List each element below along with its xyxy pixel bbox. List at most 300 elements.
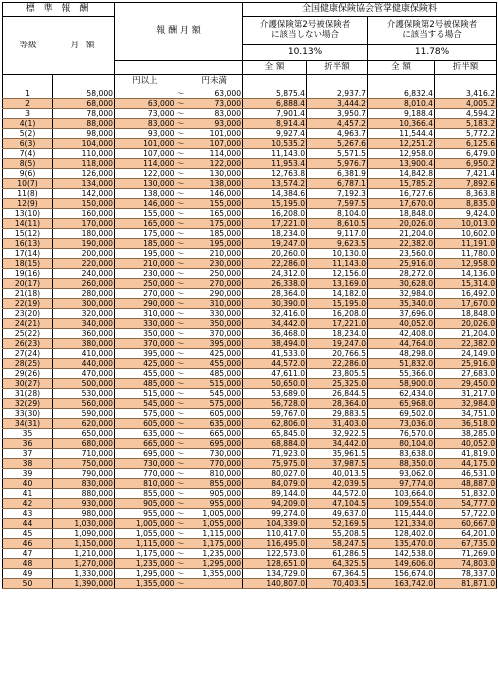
b-half-cell: 8,835.0: [435, 198, 497, 208]
tilde-cell: ～: [175, 308, 187, 318]
grade-cell: 10(7): [3, 178, 53, 188]
remuneration-monthly-heading: 報 酬 月 額: [115, 3, 243, 61]
lower-bound-cell: 1,235,000: [115, 558, 175, 568]
table-row: [3, 398, 497, 408]
lower-bound-cell: 93,000: [115, 128, 175, 138]
upper-bound-cell: 155,000: [187, 198, 243, 208]
tilde-cell: ～: [175, 268, 187, 278]
grade-cell: 27(24): [3, 348, 53, 358]
lower-bound-cell: 230,000: [115, 268, 175, 278]
monthly-cell: 200,000: [53, 248, 115, 258]
a-half-heading: 折半額: [307, 61, 368, 75]
lower-bound-cell: 114,000: [115, 158, 175, 168]
grade-cell: 9(6): [3, 168, 53, 178]
grade-cell: 3: [3, 108, 53, 118]
grade-cell: 47: [3, 548, 53, 558]
tilde-cell: ～: [175, 108, 187, 118]
b-full-cell: 142,538.0: [368, 548, 435, 558]
b-full-cell: 15,785.2: [368, 178, 435, 188]
lower-bound-cell: 730,000: [115, 458, 175, 468]
b-half-cell: 36,518.0: [435, 418, 497, 428]
upper-bound-cell: 605,000: [187, 408, 243, 418]
a-half-cell: 6,787.1: [307, 178, 368, 188]
b-full-cell: 37,696.0: [368, 308, 435, 318]
b-full-cell: 58,900.0: [368, 378, 435, 388]
tilde-cell: ～: [175, 558, 187, 568]
b-half-cell: 67,735.0: [435, 538, 497, 548]
b-half-cell: 5,183.2: [435, 118, 497, 128]
table-row: [3, 89, 497, 99]
table-row: [3, 148, 497, 158]
range-label-blank-monthly: [53, 75, 115, 89]
a-half-cell: 5,267.6: [307, 138, 368, 148]
table-row: [3, 128, 497, 138]
grade-cell: 14(11): [3, 218, 53, 228]
b-half-cell: 71,269.0: [435, 548, 497, 558]
table-row: [3, 298, 497, 308]
a-full-cell: 34,442.0: [243, 318, 307, 328]
monthly-cell: 280,000: [53, 288, 115, 298]
upper-bound-cell: 1,175,000: [187, 538, 243, 548]
rate-b: 11.78%: [368, 45, 497, 61]
tilde-cell: ～: [175, 118, 187, 128]
table-row: [3, 198, 497, 208]
monthly-cell: 750,000: [53, 458, 115, 468]
a-full-cell: 13,574.2: [243, 178, 307, 188]
a-full-cell: 80,027.0: [243, 468, 307, 478]
table-row: [3, 258, 497, 268]
upper-bound-cell: 855,000: [187, 478, 243, 488]
a-full-cell: 75,975.0: [243, 458, 307, 468]
upper-bound-cell: 905,000: [187, 488, 243, 498]
monthly-cell: 340,000: [53, 318, 115, 328]
a-half-cell: 10,130.0: [307, 248, 368, 258]
monthly-cell: 880,000: [53, 488, 115, 498]
tilde-cell: ～: [175, 368, 187, 378]
a-half-cell: 19,247.0: [307, 338, 368, 348]
b-half-heading: 折半額: [435, 61, 497, 75]
tilde-cell: ～: [175, 428, 187, 438]
a-half-cell: 5,976.7: [307, 158, 368, 168]
upper-bound-cell: 350,000: [187, 318, 243, 328]
a-half-cell: 13,169.0: [307, 278, 368, 288]
monthly-cell: 1,090,000: [53, 528, 115, 538]
grade-cell: 17(14): [3, 248, 53, 258]
a-half-cell: 5,571.5: [307, 148, 368, 158]
lower-bound-cell: 905,000: [115, 498, 175, 508]
upper-bound-cell: 83,000: [187, 108, 243, 118]
lower-bound-cell: 185,000: [115, 238, 175, 248]
grade-cell: 45: [3, 528, 53, 538]
monthly-cell: 930,000: [53, 498, 115, 508]
grade-cell: 46: [3, 538, 53, 548]
lower-bound-cell: 83,000: [115, 118, 175, 128]
lower-bound-cell: 635,000: [115, 428, 175, 438]
monthly-cell: 360,000: [53, 328, 115, 338]
monthly-cell: 590,000: [53, 408, 115, 418]
a-full-cell: 44,572.0: [243, 358, 307, 368]
a-half-cell: 70,403.5: [307, 578, 368, 588]
lower-bound-cell: 395,000: [115, 348, 175, 358]
upper-bound-cell: 73,000: [187, 98, 243, 108]
a-half-cell: 40,013.5: [307, 468, 368, 478]
table-row: [3, 228, 497, 238]
b-full-cell: 11,544.4: [368, 128, 435, 138]
upper-bound-cell: 122,000: [187, 158, 243, 168]
a-full-cell: 20,260.0: [243, 248, 307, 258]
a-half-cell: 3,444.2: [307, 98, 368, 108]
lower-bound-cell: 575,000: [115, 408, 175, 418]
tilde-cell: ～: [175, 168, 187, 178]
upper-bound-cell: 93,000: [187, 118, 243, 128]
upper-bound-cell: 270,000: [187, 278, 243, 288]
b-full-cell: 44,764.0: [368, 338, 435, 348]
lower-bound-cell: 146,000: [115, 198, 175, 208]
tilde-cell: ～: [175, 278, 187, 288]
table-row: [3, 408, 497, 418]
a-full-cell: 11,143.0: [243, 148, 307, 158]
insurer-title: 全国健康保険協会管掌健康保険料: [243, 3, 497, 17]
b-half-cell: 4,005.2: [435, 98, 497, 108]
b-half-cell: 51,832.0: [435, 488, 497, 498]
grade-cell: 30(27): [3, 378, 53, 388]
table-row: [3, 388, 497, 398]
group-a-heading: [243, 17, 368, 45]
b-full-cell: 10,366.4: [368, 118, 435, 128]
table-row: [3, 528, 497, 538]
table-row: [3, 268, 497, 278]
b-half-cell: 4,594.2: [435, 108, 497, 118]
upper-bound-cell: 1,115,000: [187, 528, 243, 538]
tilde-cell: ～: [175, 548, 187, 558]
a-half-cell: 9,117.0: [307, 228, 368, 238]
monthly-cell: 170,000: [53, 218, 115, 228]
upper-bound-cell: 107,000: [187, 138, 243, 148]
a-half-cell: 7,192.3: [307, 188, 368, 198]
monthly-cell: 58,000: [53, 89, 115, 99]
tilde-cell: ～: [175, 228, 187, 238]
lower-bound-cell: 1,355,000: [115, 578, 175, 588]
upper-bound-cell: 230,000: [187, 258, 243, 268]
tilde-cell: ～: [175, 578, 187, 588]
a-full-heading: 全 額: [243, 61, 307, 75]
tilde-cell: ～: [175, 458, 187, 468]
grade-cell: 40: [3, 478, 53, 488]
upper-bound-cell: 770,000: [187, 458, 243, 468]
upper-bound-cell: 130,000: [187, 168, 243, 178]
monthly-cell: 220,000: [53, 258, 115, 268]
upper-bound-cell: 146,000: [187, 188, 243, 198]
monthly-cell: 470,000: [53, 368, 115, 378]
a-full-cell: 62,806.0: [243, 418, 307, 428]
b-full-cell: 51,832.0: [368, 358, 435, 368]
tilde-cell: ～: [175, 358, 187, 368]
grade-cell: 26(23): [3, 338, 53, 348]
tilde-cell: ～: [175, 98, 187, 108]
b-half-cell: 74,803.0: [435, 558, 497, 568]
grade-cell: 15(12): [3, 228, 53, 238]
a-half-cell: 61,286.5: [307, 548, 368, 558]
table-row: [3, 508, 497, 518]
b-full-cell: 65,968.0: [368, 398, 435, 408]
tilde-cell: ～: [175, 488, 187, 498]
lower-bound-cell: 73,000: [115, 108, 175, 118]
b-half-cell: 41,819.0: [435, 448, 497, 458]
a-full-cell: 134,729.0: [243, 568, 307, 578]
b-half-cell: 48,887.0: [435, 478, 497, 488]
table-row: [3, 178, 497, 188]
grade-cell: 23(20): [3, 308, 53, 318]
table-row: [3, 358, 497, 368]
grade-cell: 39: [3, 468, 53, 478]
lower-bound-cell: 63,000: [115, 98, 175, 108]
b-full-heading: 全 額: [368, 61, 435, 75]
a-full-cell: 15,195.0: [243, 198, 307, 208]
monthly-cell: 650,000: [53, 428, 115, 438]
a-half-cell: 17,221.0: [307, 318, 368, 328]
a-full-cell: 56,728.0: [243, 398, 307, 408]
table-row: [3, 478, 497, 488]
b-half-cell: 15,314.0: [435, 278, 497, 288]
table-row: [3, 158, 497, 168]
a-half-cell: 47,104.5: [307, 498, 368, 508]
b-full-cell: 40,052.0: [368, 318, 435, 328]
a-half-cell: 4,963.7: [307, 128, 368, 138]
b-half-cell: 24,149.0: [435, 348, 497, 358]
tilde-cell: ～: [175, 148, 187, 158]
b-half-cell: 34,751.0: [435, 408, 497, 418]
upper-bound-cell: [187, 578, 243, 588]
b-full-cell: 80,104.0: [368, 438, 435, 448]
b-full-cell: 14,842.8: [368, 168, 435, 178]
upper-bound-cell: 290,000: [187, 288, 243, 298]
tilde-cell: ～: [175, 238, 187, 248]
a-full-cell: 7,901.4: [243, 108, 307, 118]
b-full-cell: 121,334.0: [368, 518, 435, 528]
a-full-cell: 116,495.0: [243, 538, 307, 548]
monthly-cell: 830,000: [53, 478, 115, 488]
monthly-cell: 1,390,000: [53, 578, 115, 588]
lower-bound-cell: 175,000: [115, 228, 175, 238]
b-half-cell: 5,772.2: [435, 128, 497, 138]
upper-bound-cell: 1,235,000: [187, 548, 243, 558]
tilde-cell: ～: [175, 258, 187, 268]
a-half-cell: 11,143.0: [307, 258, 368, 268]
grade-cell: 48: [3, 558, 53, 568]
upper-bound-cell: 635,000: [187, 418, 243, 428]
b-full-cell: 28,272.0: [368, 268, 435, 278]
upper-bound-cell: 395,000: [187, 338, 243, 348]
monthly-cell: 68,000: [53, 98, 115, 108]
grade-cell: 6(3): [3, 138, 53, 148]
lower-bound-cell: 605,000: [115, 418, 175, 428]
grade-cell: 41: [3, 488, 53, 498]
monthly-cell: 160,000: [53, 208, 115, 218]
monthly-cell: 1,270,000: [53, 558, 115, 568]
a-full-cell: 30,390.0: [243, 298, 307, 308]
monthly-cell: 110,000: [53, 148, 115, 158]
lower-bound-cell: 665,000: [115, 438, 175, 448]
table-row: [3, 448, 497, 458]
lower-bound-cell: 250,000: [115, 278, 175, 288]
upper-bound-cell: 455,000: [187, 358, 243, 368]
upper-bound-cell: 330,000: [187, 308, 243, 318]
table-row: [3, 218, 497, 228]
b-full-cell: 55,366.0: [368, 368, 435, 378]
upper-bound-cell: 101,000: [187, 128, 243, 138]
b-half-cell: 40,052.0: [435, 438, 497, 448]
b-half-cell: 8,363.8: [435, 188, 497, 198]
range-label-row: [3, 75, 497, 89]
a-half-cell: 58,247.5: [307, 538, 368, 548]
b-half-cell: 64,201.0: [435, 528, 497, 538]
a-full-cell: 6,888.4: [243, 98, 307, 108]
b-half-cell: 3,416.2: [435, 89, 497, 99]
monthly-cell: 410,000: [53, 348, 115, 358]
monthly-cell: 380,000: [53, 338, 115, 348]
group-b-heading-line2: に該当する場合: [402, 29, 462, 40]
table-row: [3, 458, 497, 468]
b-full-cell: 30,628.0: [368, 278, 435, 288]
monthly-cell: 1,210,000: [53, 548, 115, 558]
a-full-cell: 16,208.0: [243, 208, 307, 218]
a-full-cell: 84,079.0: [243, 478, 307, 488]
b-half-cell: 29,450.0: [435, 378, 497, 388]
grade-heading: 等級: [19, 40, 37, 50]
b-full-cell: 109,554.0: [368, 498, 435, 508]
grade-cell: 1: [3, 89, 53, 99]
monthly-cell: 440,000: [53, 358, 115, 368]
a-full-cell: 26,338.0: [243, 278, 307, 288]
grade-cell: 33(30): [3, 408, 53, 418]
a-full-cell: 10,535.2: [243, 138, 307, 148]
tilde-cell: ～: [175, 188, 187, 198]
grade-cell: 22(19): [3, 298, 53, 308]
b-full-cell: 97,774.0: [368, 478, 435, 488]
rate-table-container: [2, 2, 496, 589]
b-full-cell: 21,204.0: [368, 228, 435, 238]
a-full-cell: 14,384.6: [243, 188, 307, 198]
a-full-cell: 104,339.0: [243, 518, 307, 528]
group-a-heading-line1: 介護保険第2号被保険者: [259, 20, 351, 31]
monthly-cell: 260,000: [53, 278, 115, 288]
b-half-cell: 18,848.0: [435, 308, 497, 318]
tilde-cell: ～: [175, 378, 187, 388]
table-row: [3, 548, 497, 558]
table-row: [3, 328, 497, 338]
a-full-cell: 89,144.0: [243, 488, 307, 498]
grade-cell: 42: [3, 498, 53, 508]
a-half-cell: 7,597.5: [307, 198, 368, 208]
b-full-cell: 17,670.0: [368, 198, 435, 208]
a-full-cell: 68,884.0: [243, 438, 307, 448]
lower-bound-cell: 290,000: [115, 298, 175, 308]
a-full-cell: 59,767.0: [243, 408, 307, 418]
tilde-cell: ～: [175, 348, 187, 358]
a-full-cell: 38,494.0: [243, 338, 307, 348]
b-full-cell: 20,026.0: [368, 218, 435, 228]
a-half-cell: 2,937.7: [307, 89, 368, 99]
monthly-cell: 320,000: [53, 308, 115, 318]
grade-cell: 18(15): [3, 258, 53, 268]
a-half-cell: 8,104.0: [307, 208, 368, 218]
monthly-cell: 790,000: [53, 468, 115, 478]
grade-cell: 11(8): [3, 188, 53, 198]
monthly-cell: 150,000: [53, 198, 115, 208]
b-half-cell: 12,958.0: [435, 258, 497, 268]
upper-bound-cell: 545,000: [187, 388, 243, 398]
upper-bound-cell: 695,000: [187, 438, 243, 448]
standard-remuneration-heading: 標 準 報 酬: [3, 3, 115, 17]
tilde-cell: ～: [175, 498, 187, 508]
b-half-cell: 46,531.0: [435, 468, 497, 478]
a-half-cell: 31,403.0: [307, 418, 368, 428]
table-row: [3, 168, 497, 178]
a-half-cell: 52,169.5: [307, 518, 368, 528]
a-half-cell: 3,950.7: [307, 108, 368, 118]
b-full-cell: 135,470.0: [368, 538, 435, 548]
a-full-cell: 24,312.0: [243, 268, 307, 278]
b-half-cell: 17,670.0: [435, 298, 497, 308]
lower-bound-cell: 855,000: [115, 488, 175, 498]
a-full-cell: 99,274.0: [243, 508, 307, 518]
monthly-cell: 620,000: [53, 418, 115, 428]
a-full-cell: 9,927.4: [243, 128, 307, 138]
b-full-cell: 115,444.0: [368, 508, 435, 518]
b-half-cell: 7,421.4: [435, 168, 497, 178]
grade-cell: 38: [3, 458, 53, 468]
table-row: [3, 488, 497, 498]
b-half-cell: 31,217.0: [435, 388, 497, 398]
tilde-cell: ～: [175, 388, 187, 398]
upper-bound-cell: 165,000: [187, 208, 243, 218]
b-half-cell: 6,479.0: [435, 148, 497, 158]
monthly-cell: 134,000: [53, 178, 115, 188]
a-full-cell: 53,689.0: [243, 388, 307, 398]
monthly-cell: 78,000: [53, 108, 115, 118]
a-full-cell: 36,468.0: [243, 328, 307, 338]
upper-bound-cell: 955,000: [187, 498, 243, 508]
lower-bound-cell: 130,000: [115, 178, 175, 188]
upper-bound-cell: 1,055,000: [187, 518, 243, 528]
b-full-cell: 32,984.0: [368, 288, 435, 298]
tilde-cell: ～: [175, 398, 187, 408]
a-full-cell: 11,953.4: [243, 158, 307, 168]
table-row: [3, 308, 497, 318]
monthly-cell: 1,330,000: [53, 568, 115, 578]
b-half-cell: 20,026.0: [435, 318, 497, 328]
upper-bound-cell: 138,000: [187, 178, 243, 188]
tilde-cell: ～: [175, 538, 187, 548]
b-half-cell: 6,950.2: [435, 158, 497, 168]
lower-bound-cell: 515,000: [115, 388, 175, 398]
range-label-blank-a-full: [243, 75, 307, 89]
grade-monthly-heading-cell: [3, 17, 115, 75]
a-half-cell: 49,637.0: [307, 508, 368, 518]
grade-cell: 43: [3, 508, 53, 518]
group-b-heading: [368, 17, 497, 45]
b-full-cell: 16,727.6: [368, 188, 435, 198]
lower-bound-cell: 955,000: [115, 508, 175, 518]
a-half-cell: 26,844.5: [307, 388, 368, 398]
a-half-cell: 44,572.0: [307, 488, 368, 498]
lower-bound-cell: 1,295,000: [115, 568, 175, 578]
b-half-cell: 81,871.0: [435, 578, 497, 588]
a-half-cell: 6,381.9: [307, 168, 368, 178]
table-row: [3, 318, 497, 328]
monthly-cell: 710,000: [53, 448, 115, 458]
range-label-blank-grade: [3, 75, 53, 89]
